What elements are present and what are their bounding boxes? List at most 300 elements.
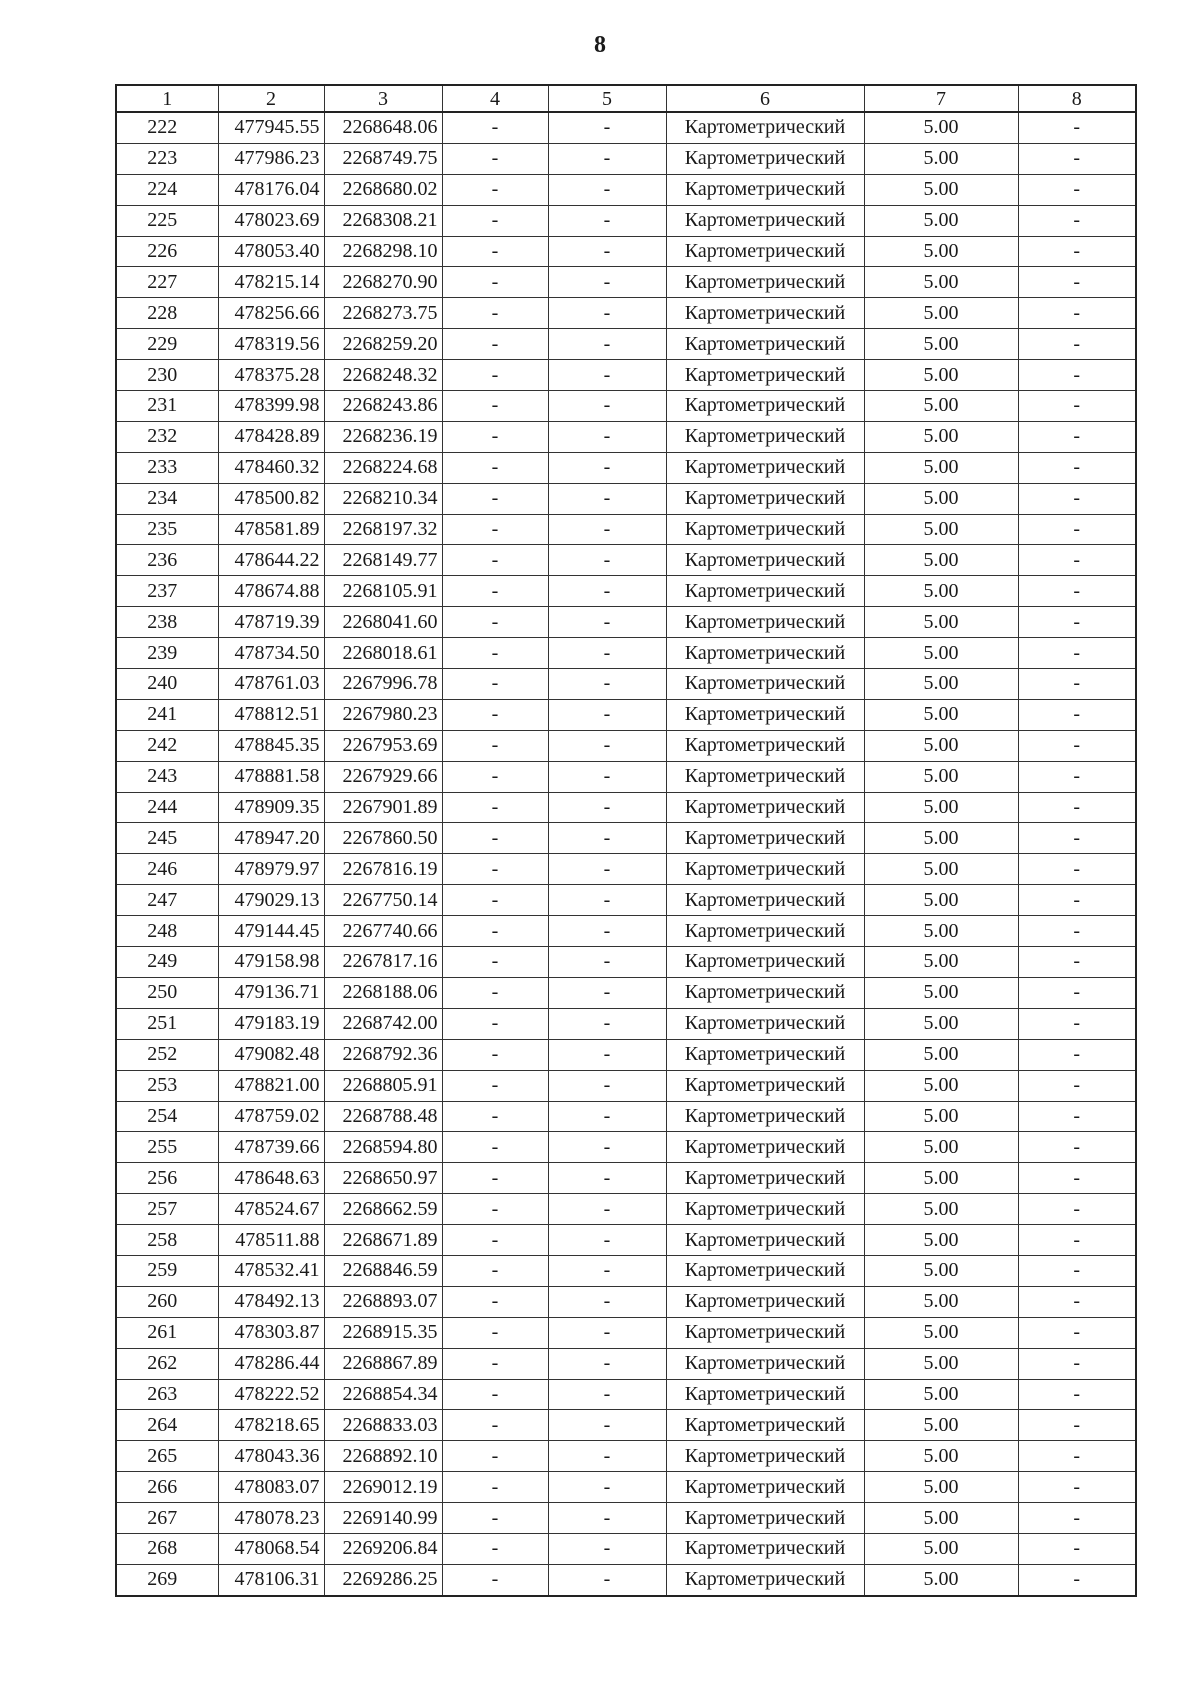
column-8-cell: - (1018, 977, 1136, 1008)
point-number-cell: 232 (116, 421, 218, 452)
table-row (116, 1317, 1136, 1348)
x-coordinate-cell: 478947.20 (218, 823, 324, 854)
method-cell: Картометрический (666, 298, 864, 329)
method-cell: Картометрический (666, 1039, 864, 1070)
x-coordinate-cell: 478303.87 (218, 1317, 324, 1348)
method-cell: Картометрический (666, 699, 864, 730)
column-4-cell: - (442, 143, 548, 174)
table-row (116, 1225, 1136, 1256)
table-row (116, 421, 1136, 452)
y-coordinate-cell: 2268846.59 (324, 1255, 442, 1286)
column-8-cell: - (1018, 1008, 1136, 1039)
method-cell: Картометрический (666, 1317, 864, 1348)
y-coordinate-cell: 2268867.89 (324, 1348, 442, 1379)
column-4-cell: - (442, 1379, 548, 1410)
column-4-cell: - (442, 1194, 548, 1225)
method-cell: Картометрический (666, 236, 864, 267)
table-row (116, 174, 1136, 205)
method-cell: Картометрический (666, 205, 864, 236)
column-4-cell: - (442, 792, 548, 823)
x-coordinate-cell: 478581.89 (218, 514, 324, 545)
accuracy-cell: 5.00 (864, 1317, 1018, 1348)
column-4-cell: - (442, 1503, 548, 1534)
x-coordinate-cell: 478674.88 (218, 576, 324, 607)
point-number-cell: 244 (116, 792, 218, 823)
accuracy-cell: 5.00 (864, 669, 1018, 700)
point-number-cell: 259 (116, 1255, 218, 1286)
column-8-cell: - (1018, 1533, 1136, 1564)
x-coordinate-cell: 478644.22 (218, 545, 324, 576)
column-5-cell: - (548, 1564, 666, 1595)
method-cell: Картометрический (666, 1379, 864, 1410)
method-cell: Картометрический (666, 761, 864, 792)
y-coordinate-cell: 2268243.86 (324, 391, 442, 422)
x-coordinate-cell: 478648.63 (218, 1163, 324, 1194)
column-8-cell: - (1018, 1194, 1136, 1225)
method-cell: Картометрический (666, 977, 864, 1008)
column-4-cell: - (442, 329, 548, 360)
column-4-cell: - (442, 267, 548, 298)
column-5-cell: - (548, 1533, 666, 1564)
accuracy-cell: 5.00 (864, 143, 1018, 174)
table-row (116, 792, 1136, 823)
y-coordinate-cell: 2268149.77 (324, 545, 442, 576)
table-row (116, 360, 1136, 391)
x-coordinate-cell: 478222.52 (218, 1379, 324, 1410)
column-4-cell: - (442, 576, 548, 607)
x-coordinate-cell: 478761.03 (218, 669, 324, 700)
column-4-cell: - (442, 1441, 548, 1472)
column-5-cell: - (548, 823, 666, 854)
accuracy-cell: 5.00 (864, 1503, 1018, 1534)
method-cell: Картометрический (666, 421, 864, 452)
column-8-cell: - (1018, 174, 1136, 205)
column-8-cell: - (1018, 1225, 1136, 1256)
point-number-cell: 222 (116, 112, 218, 143)
point-number-cell: 245 (116, 823, 218, 854)
y-coordinate-cell: 2268248.32 (324, 360, 442, 391)
column-5-cell: - (548, 669, 666, 700)
x-coordinate-cell: 478881.58 (218, 761, 324, 792)
method-cell: Картометрический (666, 607, 864, 638)
accuracy-cell: 5.00 (864, 174, 1018, 205)
y-coordinate-cell: 2268671.89 (324, 1225, 442, 1256)
y-coordinate-cell: 2268833.03 (324, 1410, 442, 1441)
column-5-cell: - (548, 1101, 666, 1132)
accuracy-cell: 5.00 (864, 329, 1018, 360)
accuracy-cell: 5.00 (864, 1472, 1018, 1503)
table-row (116, 112, 1136, 143)
y-coordinate-cell: 2268680.02 (324, 174, 442, 205)
column-8-cell: - (1018, 421, 1136, 452)
y-coordinate-cell: 2268105.91 (324, 576, 442, 607)
column-5-cell: - (548, 329, 666, 360)
method-cell: Картометрический (666, 112, 864, 143)
accuracy-cell: 5.00 (864, 1008, 1018, 1039)
column-8-cell: - (1018, 1101, 1136, 1132)
column-8-cell: - (1018, 1348, 1136, 1379)
accuracy-cell: 5.00 (864, 236, 1018, 267)
y-coordinate-cell: 2268197.32 (324, 514, 442, 545)
y-coordinate-cell: 2267817.16 (324, 947, 442, 978)
y-coordinate-cell: 2268805.91 (324, 1070, 442, 1101)
accuracy-cell: 5.00 (864, 298, 1018, 329)
accuracy-cell: 5.00 (864, 545, 1018, 576)
column-4-cell: - (442, 421, 548, 452)
method-cell: Картометрический (666, 1101, 864, 1132)
accuracy-cell: 5.00 (864, 638, 1018, 669)
x-coordinate-cell: 478909.35 (218, 792, 324, 823)
point-number-cell: 269 (116, 1564, 218, 1595)
column-4-cell: - (442, 977, 548, 1008)
method-cell: Картометрический (666, 1008, 864, 1039)
x-coordinate-cell: 478511.88 (218, 1225, 324, 1256)
x-coordinate-cell: 478215.14 (218, 267, 324, 298)
column-4-cell: - (442, 1317, 548, 1348)
x-coordinate-cell: 478083.07 (218, 1472, 324, 1503)
method-cell: Картометрический (666, 823, 864, 854)
x-coordinate-cell: 478428.89 (218, 421, 324, 452)
y-coordinate-cell: 2267816.19 (324, 854, 442, 885)
accuracy-cell: 5.00 (864, 267, 1018, 298)
column-4-cell: - (442, 669, 548, 700)
column-4-cell: - (442, 1132, 548, 1163)
x-coordinate-cell: 478460.32 (218, 452, 324, 483)
x-coordinate-cell: 478078.23 (218, 1503, 324, 1534)
column-header-7: 7 (864, 85, 1018, 112)
column-5-cell: - (548, 1348, 666, 1379)
table-body (116, 112, 1136, 1596)
column-5-cell: - (548, 1039, 666, 1070)
table-row (116, 545, 1136, 576)
method-cell: Картометрический (666, 854, 864, 885)
column-header-5: 5 (548, 85, 666, 112)
y-coordinate-cell: 2268892.10 (324, 1441, 442, 1472)
column-4-cell: - (442, 1286, 548, 1317)
table-row (116, 916, 1136, 947)
table-row (116, 1348, 1136, 1379)
column-8-cell: - (1018, 298, 1136, 329)
x-coordinate-cell: 478068.54 (218, 1533, 324, 1564)
y-coordinate-cell: 2269206.84 (324, 1533, 442, 1564)
point-number-cell: 264 (116, 1410, 218, 1441)
column-8-cell: - (1018, 1503, 1136, 1534)
coordinates-table (115, 84, 1137, 1597)
table-row (116, 607, 1136, 638)
method-cell: Картометрический (666, 1070, 864, 1101)
table-row (116, 1503, 1136, 1534)
x-coordinate-cell: 478319.56 (218, 329, 324, 360)
point-number-cell: 241 (116, 699, 218, 730)
column-8-cell: - (1018, 1317, 1136, 1348)
table-row (116, 1286, 1136, 1317)
column-8-cell: - (1018, 1379, 1136, 1410)
y-coordinate-cell: 2267980.23 (324, 699, 442, 730)
point-number-cell: 223 (116, 143, 218, 174)
point-number-cell: 230 (116, 360, 218, 391)
table-row (116, 1008, 1136, 1039)
column-5-cell: - (548, 1070, 666, 1101)
y-coordinate-cell: 2269286.25 (324, 1564, 442, 1595)
column-5-cell: - (548, 174, 666, 205)
method-cell: Картометрический (666, 1564, 864, 1595)
column-4-cell: - (442, 1225, 548, 1256)
column-4-cell: - (442, 1564, 548, 1595)
column-8-cell: - (1018, 885, 1136, 916)
column-4-cell: - (442, 298, 548, 329)
accuracy-cell: 5.00 (864, 391, 1018, 422)
method-cell: Картометрический (666, 1441, 864, 1472)
method-cell: Картометрический (666, 1286, 864, 1317)
accuracy-cell: 5.00 (864, 730, 1018, 761)
y-coordinate-cell: 2268224.68 (324, 452, 442, 483)
point-number-cell: 242 (116, 730, 218, 761)
column-header-1: 1 (116, 85, 218, 112)
y-coordinate-cell: 2268298.10 (324, 236, 442, 267)
column-5-cell: - (548, 298, 666, 329)
point-number-cell: 246 (116, 854, 218, 885)
accuracy-cell: 5.00 (864, 1039, 1018, 1070)
column-8-cell: - (1018, 1441, 1136, 1472)
method-cell: Картометрический (666, 1410, 864, 1441)
y-coordinate-cell: 2268854.34 (324, 1379, 442, 1410)
x-coordinate-cell: 478524.67 (218, 1194, 324, 1225)
x-coordinate-cell: 478023.69 (218, 205, 324, 236)
column-8-cell: - (1018, 1564, 1136, 1595)
table-row (116, 947, 1136, 978)
column-8-cell: - (1018, 112, 1136, 143)
point-number-cell: 260 (116, 1286, 218, 1317)
column-5-cell: - (548, 792, 666, 823)
point-number-cell: 257 (116, 1194, 218, 1225)
point-number-cell: 263 (116, 1379, 218, 1410)
method-cell: Картометрический (666, 391, 864, 422)
accuracy-cell: 5.00 (864, 1441, 1018, 1472)
accuracy-cell: 5.00 (864, 916, 1018, 947)
column-8-cell: - (1018, 483, 1136, 514)
point-number-cell: 229 (116, 329, 218, 360)
column-header-6: 6 (666, 85, 864, 112)
table-row (116, 143, 1136, 174)
column-8-cell: - (1018, 205, 1136, 236)
column-header-2: 2 (218, 85, 324, 112)
column-8-cell: - (1018, 143, 1136, 174)
x-coordinate-cell: 479029.13 (218, 885, 324, 916)
column-4-cell: - (442, 360, 548, 391)
accuracy-cell: 5.00 (864, 792, 1018, 823)
point-number-cell: 225 (116, 205, 218, 236)
point-number-cell: 249 (116, 947, 218, 978)
column-4-cell: - (442, 1410, 548, 1441)
column-5-cell: - (548, 638, 666, 669)
table-row (116, 1472, 1136, 1503)
table-row (116, 1039, 1136, 1070)
x-coordinate-cell: 478053.40 (218, 236, 324, 267)
point-number-cell: 256 (116, 1163, 218, 1194)
accuracy-cell: 5.00 (864, 1070, 1018, 1101)
column-8-cell: - (1018, 607, 1136, 638)
table-row (116, 1441, 1136, 1472)
column-header-4: 4 (442, 85, 548, 112)
point-number-cell: 265 (116, 1441, 218, 1472)
column-8-cell: - (1018, 360, 1136, 391)
accuracy-cell: 5.00 (864, 607, 1018, 638)
column-4-cell: - (442, 452, 548, 483)
point-number-cell: 268 (116, 1533, 218, 1564)
y-coordinate-cell: 2269140.99 (324, 1503, 442, 1534)
y-coordinate-cell: 2268594.80 (324, 1132, 442, 1163)
column-5-cell: - (548, 699, 666, 730)
column-5-cell: - (548, 1286, 666, 1317)
column-5-cell: - (548, 112, 666, 143)
x-coordinate-cell: 478106.31 (218, 1564, 324, 1595)
column-4-cell: - (442, 699, 548, 730)
x-coordinate-cell: 478979.97 (218, 854, 324, 885)
column-5-cell: - (548, 545, 666, 576)
method-cell: Картометрический (666, 1194, 864, 1225)
y-coordinate-cell: 2268270.90 (324, 267, 442, 298)
x-coordinate-cell: 478812.51 (218, 699, 324, 730)
column-4-cell: - (442, 1472, 548, 1503)
column-5-cell: - (548, 1441, 666, 1472)
column-5-cell: - (548, 576, 666, 607)
accuracy-cell: 5.00 (864, 1255, 1018, 1286)
table-row (116, 1533, 1136, 1564)
accuracy-cell: 5.00 (864, 112, 1018, 143)
accuracy-cell: 5.00 (864, 823, 1018, 854)
column-4-cell: - (442, 1008, 548, 1039)
column-5-cell: - (548, 1472, 666, 1503)
accuracy-cell: 5.00 (864, 1225, 1018, 1256)
point-number-cell: 224 (116, 174, 218, 205)
point-number-cell: 239 (116, 638, 218, 669)
method-cell: Картометрический (666, 730, 864, 761)
column-8-cell: - (1018, 854, 1136, 885)
accuracy-cell: 5.00 (864, 1194, 1018, 1225)
column-5-cell: - (548, 1163, 666, 1194)
accuracy-cell: 5.00 (864, 1286, 1018, 1317)
table-row (116, 1410, 1136, 1441)
table-row (116, 391, 1136, 422)
x-coordinate-cell: 478500.82 (218, 483, 324, 514)
table-row (116, 1194, 1136, 1225)
point-number-cell: 226 (116, 236, 218, 267)
column-5-cell: - (548, 205, 666, 236)
column-5-cell: - (548, 885, 666, 916)
y-coordinate-cell: 2268893.07 (324, 1286, 442, 1317)
column-5-cell: - (548, 1194, 666, 1225)
y-coordinate-cell: 2268742.00 (324, 1008, 442, 1039)
method-cell: Картометрический (666, 1255, 864, 1286)
y-coordinate-cell: 2267953.69 (324, 730, 442, 761)
point-number-cell: 235 (116, 514, 218, 545)
column-5-cell: - (548, 854, 666, 885)
column-4-cell: - (442, 761, 548, 792)
column-4-cell: - (442, 1101, 548, 1132)
x-coordinate-cell: 478375.28 (218, 360, 324, 391)
table-row (116, 669, 1136, 700)
method-cell: Картометрический (666, 267, 864, 298)
point-number-cell: 233 (116, 452, 218, 483)
point-number-cell: 261 (116, 1317, 218, 1348)
column-8-cell: - (1018, 391, 1136, 422)
column-4-cell: - (442, 514, 548, 545)
column-4-cell: - (442, 1163, 548, 1194)
accuracy-cell: 5.00 (864, 1101, 1018, 1132)
column-5-cell: - (548, 761, 666, 792)
column-8-cell: - (1018, 699, 1136, 730)
table-row (116, 329, 1136, 360)
point-number-cell: 231 (116, 391, 218, 422)
column-8-cell: - (1018, 1132, 1136, 1163)
method-cell: Картометрический (666, 1132, 864, 1163)
y-coordinate-cell: 2268915.35 (324, 1317, 442, 1348)
x-coordinate-cell: 478739.66 (218, 1132, 324, 1163)
point-number-cell: 267 (116, 1503, 218, 1534)
column-8-cell: - (1018, 730, 1136, 761)
column-4-cell: - (442, 391, 548, 422)
point-number-cell: 251 (116, 1008, 218, 1039)
column-4-cell: - (442, 1039, 548, 1070)
method-cell: Картометрический (666, 638, 864, 669)
accuracy-cell: 5.00 (864, 1410, 1018, 1441)
y-coordinate-cell: 2268188.06 (324, 977, 442, 1008)
column-5-cell: - (548, 977, 666, 1008)
point-number-cell: 227 (116, 267, 218, 298)
point-number-cell: 262 (116, 1348, 218, 1379)
accuracy-cell: 5.00 (864, 761, 1018, 792)
y-coordinate-cell: 2268749.75 (324, 143, 442, 174)
accuracy-cell: 5.00 (864, 1132, 1018, 1163)
column-5-cell: - (548, 1503, 666, 1534)
accuracy-cell: 5.00 (864, 483, 1018, 514)
table-row (116, 977, 1136, 1008)
x-coordinate-cell: 479158.98 (218, 947, 324, 978)
y-coordinate-cell: 2267901.89 (324, 792, 442, 823)
point-number-cell: 255 (116, 1132, 218, 1163)
x-coordinate-cell: 478719.39 (218, 607, 324, 638)
method-cell: Картометрический (666, 174, 864, 205)
y-coordinate-cell: 2268648.06 (324, 112, 442, 143)
column-5-cell: - (548, 483, 666, 514)
y-coordinate-cell: 2267740.66 (324, 916, 442, 947)
point-number-cell: 234 (116, 483, 218, 514)
point-number-cell: 237 (116, 576, 218, 607)
table-row (116, 298, 1136, 329)
point-number-cell: 254 (116, 1101, 218, 1132)
x-coordinate-cell: 478176.04 (218, 174, 324, 205)
table-row (116, 514, 1136, 545)
accuracy-cell: 5.00 (864, 885, 1018, 916)
column-5-cell: - (548, 267, 666, 298)
column-header-8: 8 (1018, 85, 1136, 112)
column-8-cell: - (1018, 1039, 1136, 1070)
accuracy-cell: 5.00 (864, 699, 1018, 730)
column-8-cell: - (1018, 1472, 1136, 1503)
column-8-cell: - (1018, 267, 1136, 298)
column-4-cell: - (442, 607, 548, 638)
x-coordinate-cell: 479183.19 (218, 1008, 324, 1039)
point-number-cell: 238 (116, 607, 218, 638)
x-coordinate-cell: 479136.71 (218, 977, 324, 1008)
column-8-cell: - (1018, 452, 1136, 483)
column-4-cell: - (442, 730, 548, 761)
column-4-cell: - (442, 483, 548, 514)
table-row (116, 823, 1136, 854)
column-4-cell: - (442, 947, 548, 978)
method-cell: Картометрический (666, 576, 864, 607)
table-row (116, 761, 1136, 792)
